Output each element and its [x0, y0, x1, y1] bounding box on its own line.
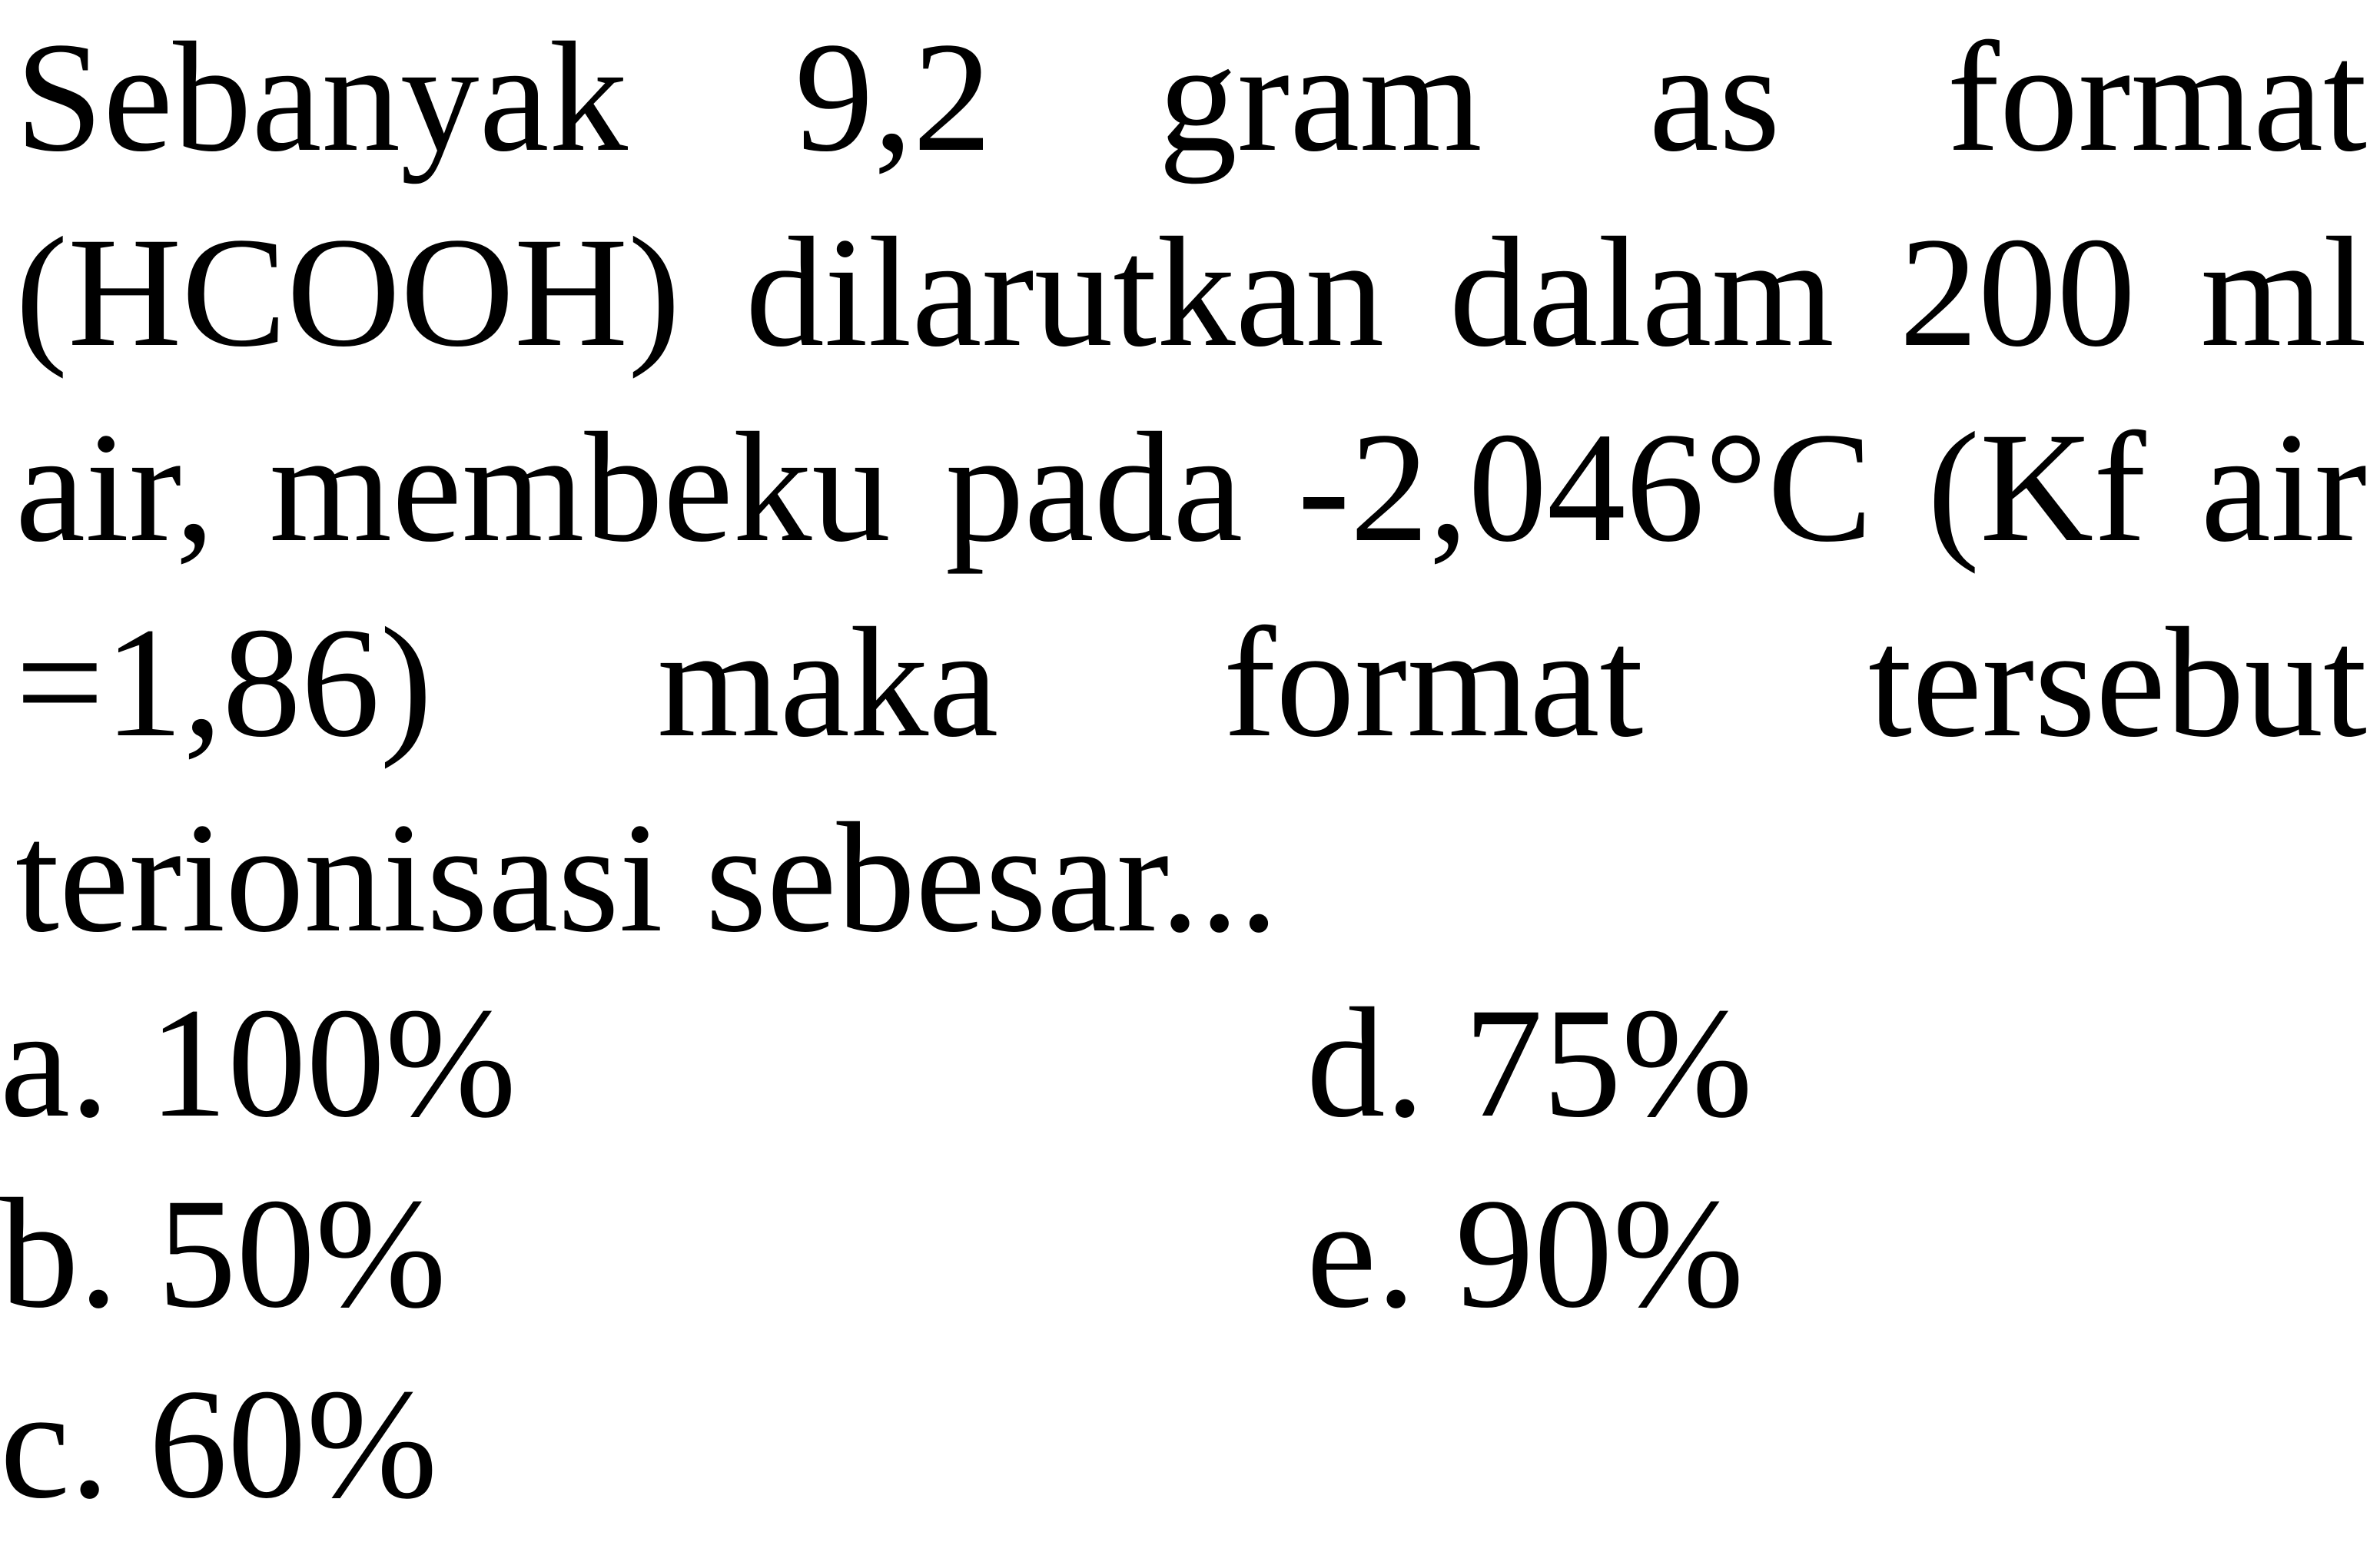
option-b [0, 1156, 446, 1351]
option-d-letter: d. [1306, 976, 1425, 1150]
option-c [0, 1347, 437, 1542]
option-b-value: 50% [158, 1166, 446, 1341]
option-e-value: 90% [1455, 1166, 1744, 1341]
option-a-value: 100% [148, 976, 516, 1150]
option-c-letter: c. [0, 1357, 110, 1531]
option-e-letter: e. [1306, 1166, 1416, 1341]
option-e [1306, 1156, 1744, 1351]
option-a-letter: a. [0, 976, 110, 1150]
option-b-letter: b. [0, 1166, 118, 1341]
option-d [1306, 966, 1753, 1161]
option-c-value: 60% [148, 1357, 438, 1531]
question-text: Sebanyak 9,2 gram as format (HCOOH) dilarutkan dalam 200 ml air, membeku pada -2,046°C (Kf air =1,86) maka format tersebut terionisasi sebesar... [15, 10, 2367, 965]
option-d-value: 75% [1464, 976, 1753, 1150]
option-a [0, 966, 516, 1161]
